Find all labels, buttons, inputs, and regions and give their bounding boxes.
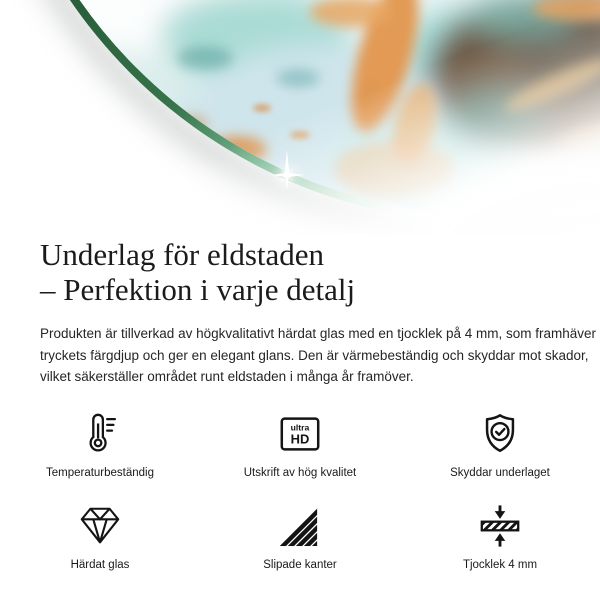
feature-label: Skyddar underlaget bbox=[450, 466, 550, 479]
feature-temperature-resistant bbox=[0, 410, 200, 480]
title-line-2: – Perfektion i varje detalj bbox=[40, 272, 356, 307]
feature-grid bbox=[0, 410, 600, 572]
description-line: tryckets färgdjup och ger en elegant glans. Den är värmebeständig och skyddar mot skador, bbox=[40, 347, 589, 363]
feature-label: Temperaturbeständig bbox=[45, 466, 155, 479]
svg-text:ultra: ultra bbox=[290, 422, 310, 433]
description-line: Produkten är tillverkad av högkvalitativt härdat glas med en tjocklek på 4 mm, som framhäver bbox=[40, 326, 596, 341]
page-title bbox=[40, 237, 560, 307]
feature-label: Härdat glas bbox=[70, 558, 130, 571]
feature-thickness bbox=[400, 502, 600, 572]
feature-label: Utskrift av hög kvalitet bbox=[243, 466, 357, 479]
product-hero-image bbox=[0, 0, 600, 235]
feature-protects-surface bbox=[400, 410, 600, 480]
title-line-1: Underlag för eldstaden bbox=[40, 237, 325, 272]
thermometer-icon bbox=[77, 410, 123, 458]
diamond-icon bbox=[77, 502, 123, 550]
feature-label: Tjocklek 4 mm bbox=[462, 558, 538, 571]
feature-polished-edges bbox=[200, 502, 400, 572]
thickness-icon bbox=[477, 502, 523, 550]
feature-tempered-glass bbox=[0, 502, 200, 572]
description-line: vilket säkerställer området runt eldstaden i många år framöver. bbox=[40, 369, 414, 384]
glass-pad-illustration bbox=[0, 0, 600, 235]
feature-print-quality bbox=[200, 410, 400, 480]
product-description bbox=[40, 323, 596, 388]
shield-check-icon bbox=[477, 410, 523, 458]
feature-label: Slipade kanter bbox=[263, 558, 337, 571]
ultra-hd-icon bbox=[277, 410, 323, 458]
polished-edges-icon bbox=[277, 502, 323, 550]
svg-text:HD: HD bbox=[290, 431, 310, 447]
